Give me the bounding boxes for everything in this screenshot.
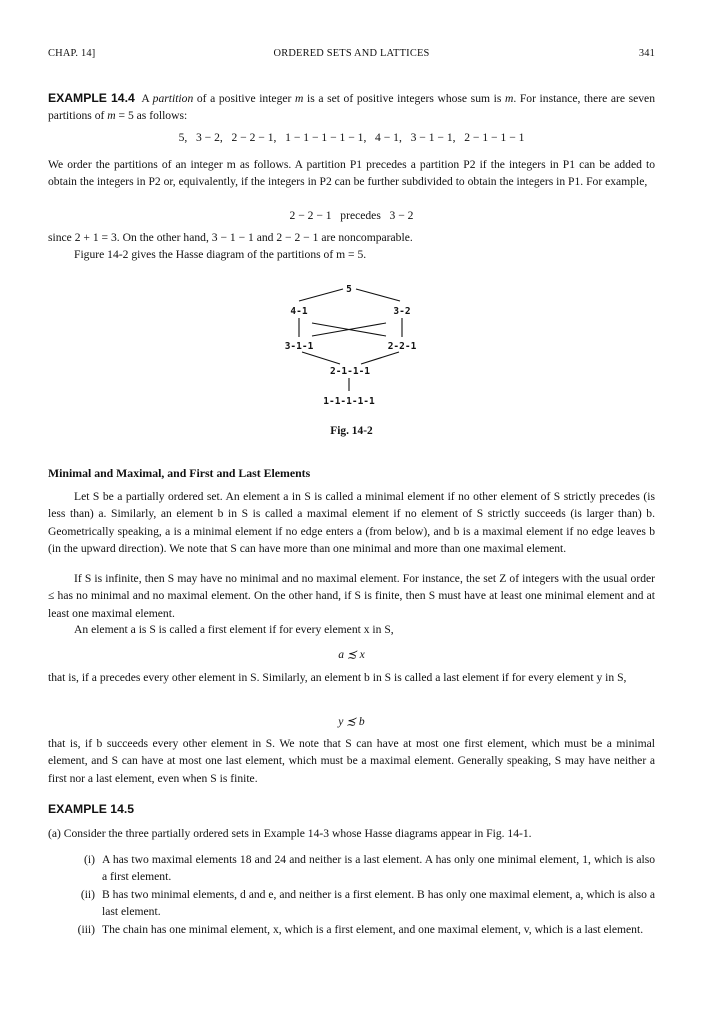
partition-order-paragraph: We order the partitions of an integer m as follows. A partition P1 precedes a partition P2 if the integers in P1 can be added to obtain the integers in P2 or, equivalently, if the integers in P2 can be further subdivided to obtain the integers in P1. For example,	[48, 158, 655, 189]
example-14-5-label: EXAMPLE 14.5	[48, 802, 135, 816]
section-heading: Minimal and Maximal, and First and Last Elements	[48, 466, 311, 480]
figure-reference: Figure 14-2 gives the Hasse diagram of the partitions of m = 5.	[74, 248, 367, 261]
first-last-note: that is, if b succeeds every other element in S. We note that S can have at most one first element, which must be a minimal element, and S can have at most one last element, which must be a maximal element. Generally speaking, S may have neither a first nor a last element, even when S is finite.	[48, 737, 655, 785]
node-1-1-1-1-1: 1-1-1-1-1	[323, 396, 375, 407]
first-element-definition: An element a is S is called a first element if for every element x in S,	[74, 623, 394, 636]
chapter-label: CHAP. 14]	[48, 48, 96, 59]
figure-caption: Fig. 14-2	[330, 425, 373, 437]
item-i-text: A has two maximal elements 18 and 24 and neither is a last element. A has only one minimal element, 1, which is also a first element.	[102, 853, 655, 884]
node-3-1-1: 3-1-1	[284, 341, 314, 352]
node-3-2: 3-2	[393, 306, 411, 317]
running-title: ORDERED SETS AND LATTICES	[273, 48, 430, 59]
edge-5-to-4-1	[299, 289, 343, 301]
page-number: 341	[638, 48, 655, 59]
node-2-1-1-1: 2-1-1-1	[329, 366, 371, 377]
last-element-definition: that is, if a precedes every other element in S. Similarly, an element b in S is called a last element if for every element y in S,	[48, 671, 627, 684]
infinite-set-paragraph: If S is infinite, then S may have no minimal and no maximal element. For instance, the set Z of integers with the usual order ≤ has no minimal and no maximal element. On the other hand, if S is finite, then S must have at least one minimal element and at least one maximal element.	[48, 572, 655, 620]
edge-2-2-1-to-2-1-1-1	[361, 352, 399, 364]
minimal-maximal-paragraph: Let S be a partially ordered set. An element a in S is called a minimal element if no other element of S strictly precedes (is less than) a. Similarly, an element b in S is called a maximal element if no element of S strictly succeeds (is larger than) b. Geometrically speaking, a is a minimal element if no edge enters a (from below), and b is a maximal element if no edge leaves b (in the upward direction). We note that S can have more than one minimal and more than one maximal element.	[48, 490, 655, 556]
item-iii-number: (iii)	[77, 923, 95, 936]
edge-5-to-3-2	[356, 289, 400, 301]
example-14-4-intro: EXAMPLE 14.4 A partition of a positive integer m is a set of positive integers whose sum is m. For instance, there are seven partitions of m = 5 as follows:	[48, 91, 655, 123]
example-14-4-label: EXAMPLE 14.4	[48, 91, 135, 105]
precedes-example: 2 − 2 − 1 precedes 3 − 2	[289, 209, 414, 222]
example-14-5-part-a: (a) Consider the three partially ordered sets in Example 14-3 whose Hasse diagrams appear in Fig. 14-1.	[48, 827, 532, 840]
partitions-list: 5, 3 − 2, 2 − 2 − 1, 1 − 1 − 1 − 1 − 1, 4 − 1, 3 − 1 − 1, 2 − 1 − 1 − 1	[178, 131, 525, 144]
last-element-formula: y ≾ b	[338, 715, 365, 728]
item-iii-text: The chain has one minimal element, x, which is a first element, and one maximal element, v, which is a last element.	[102, 923, 644, 936]
first-element-formula: a ≾ x	[338, 648, 365, 661]
node-5: 5	[346, 284, 352, 295]
node-2-2-1: 2-2-1	[387, 341, 417, 352]
item-ii-text: B has two minimal elements, d and e, and neither is a first element. B has only one maximal element, a, which is also a last element.	[102, 888, 655, 919]
edge-3-1-1-to-2-1-1-1	[302, 352, 340, 364]
noncomparable-note: since 2 + 1 = 3. On the other hand, 3 − 1 − 1 and 2 − 2 − 1 are noncomparable.	[48, 231, 413, 244]
item-i-number: (i)	[84, 853, 95, 866]
item-ii-number: (ii)	[80, 888, 95, 901]
node-4-1: 4-1	[290, 306, 308, 317]
hasse-diagram	[0, 0, 703, 440]
